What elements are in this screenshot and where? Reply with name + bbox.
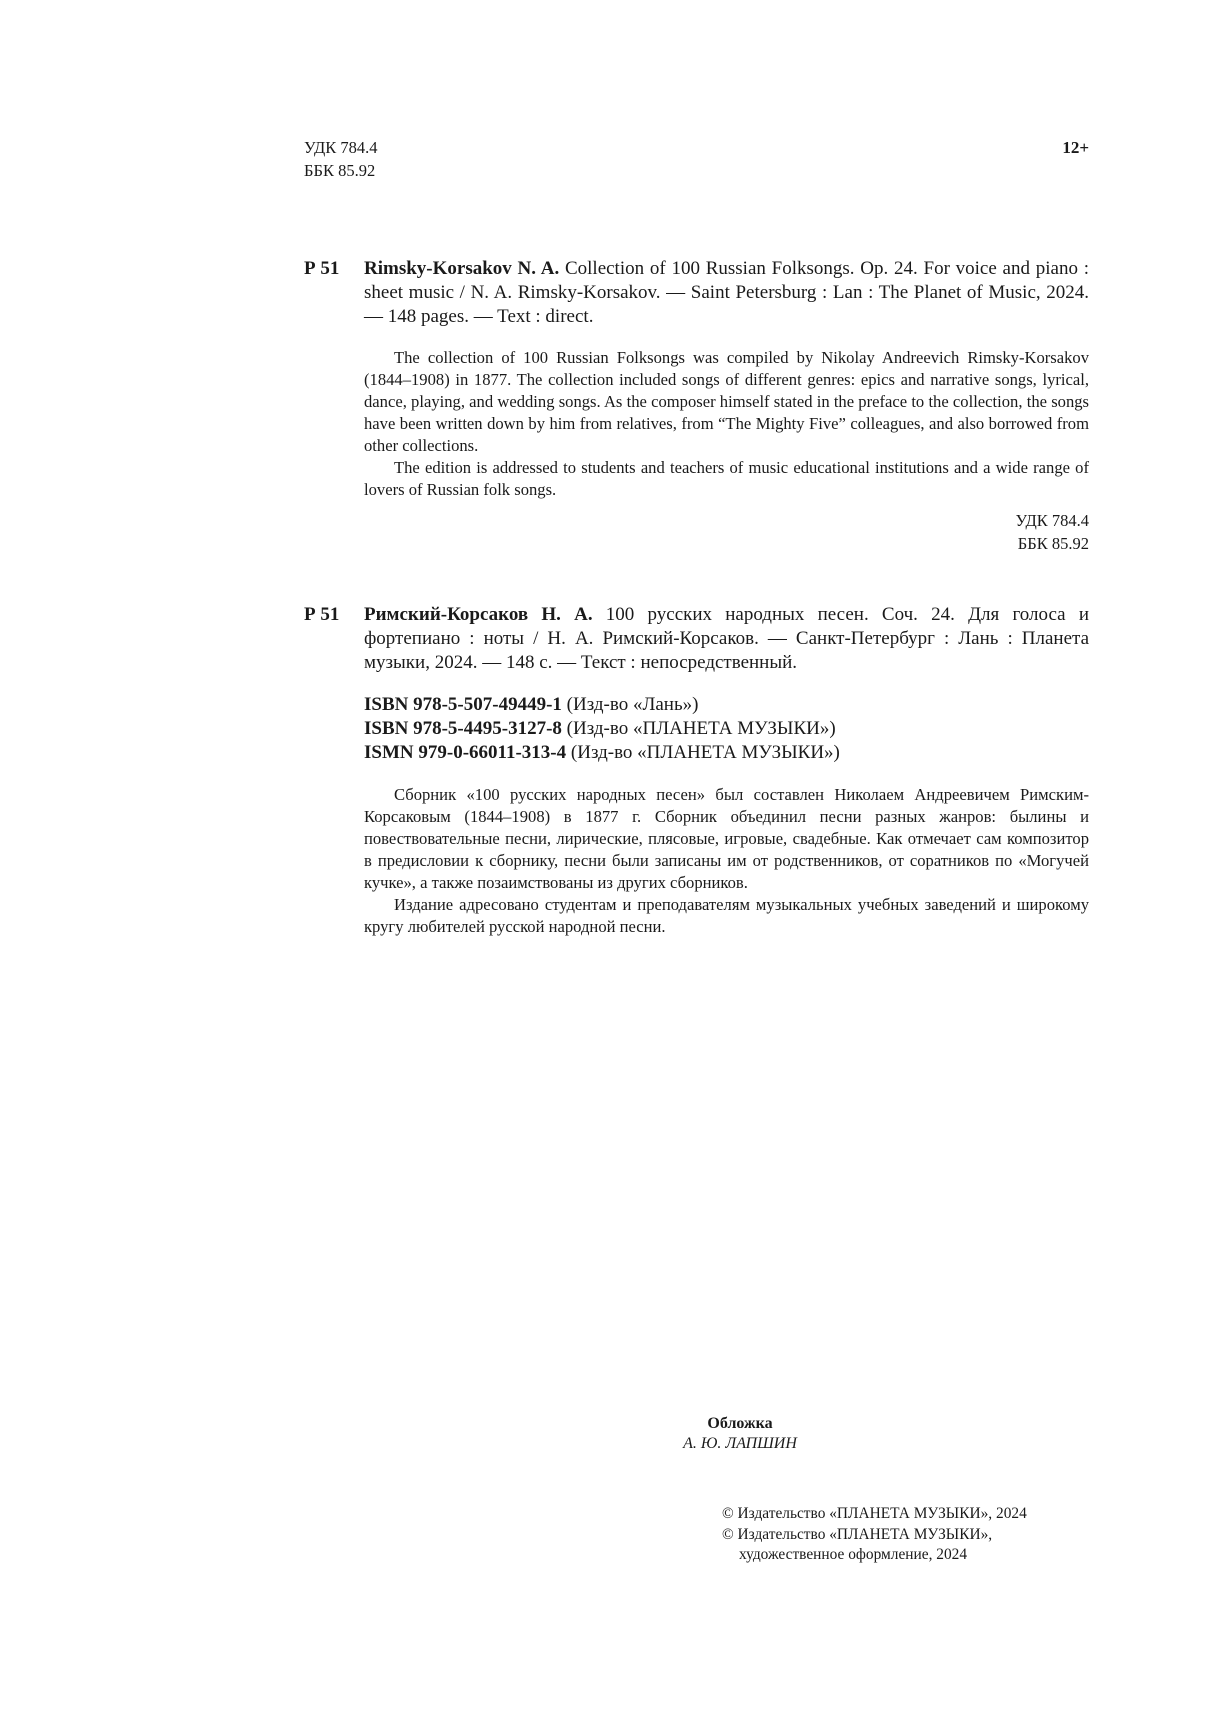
isbn-list	[364, 693, 1089, 765]
english-entry-text: Collection of 100 Russian Folksongs. Op. 24. For voice and piano : sheet music / N. A. Rimsky-Korsakov. — Saint Petersburg : Lan : The Planet of Music, 2024. — 148 pages. — Text : direct.	[364, 258, 1089, 327]
russian-abstract	[364, 784, 1089, 938]
russian-abstract-paragraph: Издание адресовано студентам и преподавателям музыкальных учебных заведений и широкому кругу любителей русской народной песни.	[364, 895, 1089, 936]
english-abstract-paragraph: The collection of 100 Russian Folksongs was compiled by Nikolay Andreevich Rimsky-Korsakov (1844–1908) in 1877. The collection included songs of different genres: epics and narrative songs, lyrical, dance, playing, and wedding songs. As the composer himself stated in the preface to the collection, the songs have been written down by him from relatives, from “The Mighty Five” colleagues, and also borrowed from other collections.	[364, 348, 1089, 455]
russian-entry-code: Р 51	[304, 604, 340, 625]
english-entry-description	[364, 257, 1089, 329]
russian-entry-author: Римский-Корсаков Н. А.	[364, 604, 593, 625]
ismn-publisher: (Изд-во «ПЛАНЕТА МУЗЫКИ»)	[566, 742, 840, 763]
udk-code: УДК 784.4	[1015, 511, 1089, 530]
age-rating: 12+	[1062, 138, 1089, 157]
copyright-line: художественное оформление, 2024	[739, 1546, 968, 1563]
copyright-line: © Издательство «ПЛАНЕТА МУЗЫКИ»,	[722, 1525, 993, 1543]
russian-entry-text: 100 русских народных песен. Соч. 24. Для голоса и фортепиано : ноты / Н. А. Римский-Корсаков. — Санкт-Петербург : Лань : Планета музыки, 2024. — 148 с. — Текст : непосредственный.	[364, 604, 1089, 673]
english-classification	[1015, 509, 1089, 555]
russian-entry-description	[364, 603, 1089, 675]
bbk-code: ББК 85.92	[1017, 534, 1089, 553]
isbn-number: ISBN 978-5-507-49449-1	[364, 694, 562, 715]
copyright-block	[722, 1504, 1027, 1566]
english-entry-code: Р 51	[304, 258, 340, 279]
english-abstract	[364, 347, 1089, 501]
isbn-item	[364, 717, 1089, 741]
english-abstract-paragraph: The edition is addressed to students and teachers of music educational institutions and a wide range of lovers of Russian folk songs.	[364, 458, 1089, 499]
isbn-item	[364, 693, 1089, 717]
isbn-publisher: (Изд-во «ПЛАНЕТА МУЗЫКИ»)	[561, 718, 836, 739]
bbk-code: ББК 85.92	[304, 161, 376, 180]
isbn-number: ISBN 978-5-4495-3127-8	[364, 718, 562, 739]
udk-code: УДК 784.4	[304, 138, 378, 157]
cover-credit	[660, 1414, 820, 1454]
top-classification	[304, 136, 378, 182]
cover-label: Обложка	[707, 1415, 773, 1432]
english-entry-author: Rimsky-Korsakov N. A.	[364, 258, 560, 279]
ismn-item	[364, 741, 1089, 765]
cover-designer: А. Ю. ЛАПШИН	[683, 1435, 797, 1452]
ismn-number: ISMN 979-0-66011-313-4	[364, 742, 567, 763]
isbn-publisher: (Изд-во «Лань»)	[561, 694, 699, 715]
copyright-line: © Издательство «ПЛАНЕТА МУЗЫКИ», 2024	[722, 1505, 1027, 1522]
russian-abstract-paragraph: Сборник «100 русских народных песен» был составлен Николаем Андреевичем Римским-Корсаковым (1844–1908) в 1877 г. Сборник объединил песни разных жанров: былины и повествовательные песни, лирические, плясовые, игровые, свадебные. Как отмечает сам композитор в предисловии к сборнику, песни были записаны им от родственников, от соратников по «Могучей кучке», а также позаимствованы из других сборников.	[364, 785, 1089, 892]
